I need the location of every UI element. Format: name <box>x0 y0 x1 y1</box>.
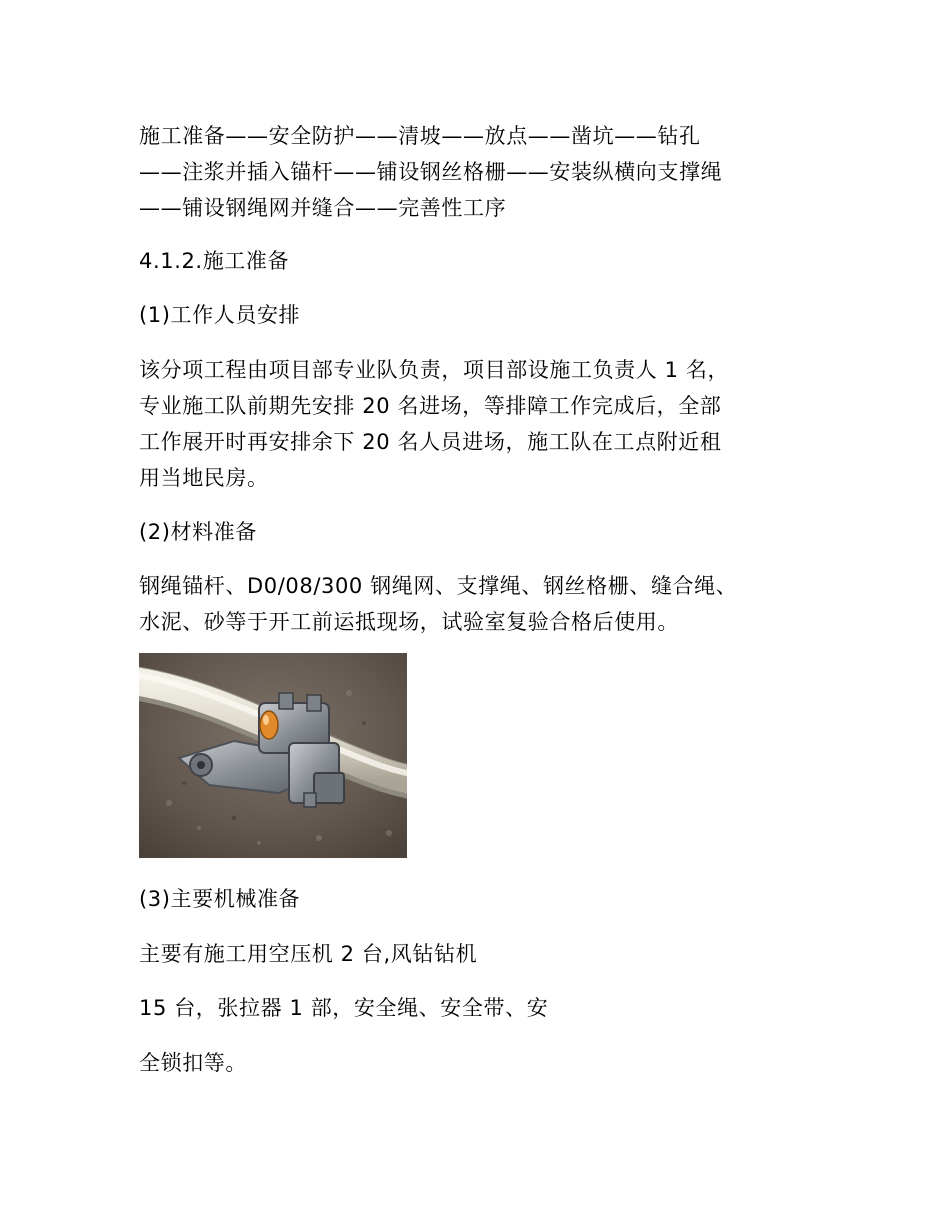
machinery-line: 主要有施工用空压机 2 台,风钻钻机 <box>139 942 478 966</box>
process-flow-line: ——铺设钢绳网并缝合——完善性工序 <box>139 196 507 220</box>
materials-heading: (2)材料准备 <box>139 520 257 544</box>
section-heading: 4.1.2.施工准备 <box>139 249 290 273</box>
cable-clamp-photo <box>139 653 407 858</box>
machinery-line: 15 台，张拉器 1 部，安全绳、安全带、安 <box>139 996 549 1020</box>
personnel-paragraph <box>139 352 819 496</box>
personnel-line: 工作展开时再安排余下 20 名人员进场，施工队在工点附近租 <box>139 430 722 454</box>
process-flow-line: 施工准备——安全防护——清坡——放点——凿坑——钻孔 <box>139 124 701 148</box>
machinery-line: 全锁扣等。 <box>139 1051 247 1075</box>
materials-line: 钢绳锚杆、D0/08/300 钢绳网、支撑绳、钢丝格栅、缝合绳、 <box>139 574 738 598</box>
personnel-heading: (1)工作人员安排 <box>139 303 301 327</box>
process-flow-paragraph <box>139 118 819 226</box>
process-flow-line: ——注浆并插入锚杆——铺设钢丝格栅——安装纵横向支撑绳 <box>139 160 723 184</box>
machinery-heading: (3)主要机械准备 <box>139 887 301 911</box>
personnel-line: 该分项工程由项目部专业队负责，项目部设施工负责人 1 名， <box>139 358 730 382</box>
personnel-line: 专业施工队前期先安排 20 名进场，等排障工作完成后，全部 <box>139 394 722 418</box>
materials-paragraph <box>139 568 819 640</box>
materials-line: 水泥、砂等于开工前运抵现场，试验室复验合格后使用。 <box>139 610 679 634</box>
personnel-line: 用当地民房。 <box>139 466 269 490</box>
